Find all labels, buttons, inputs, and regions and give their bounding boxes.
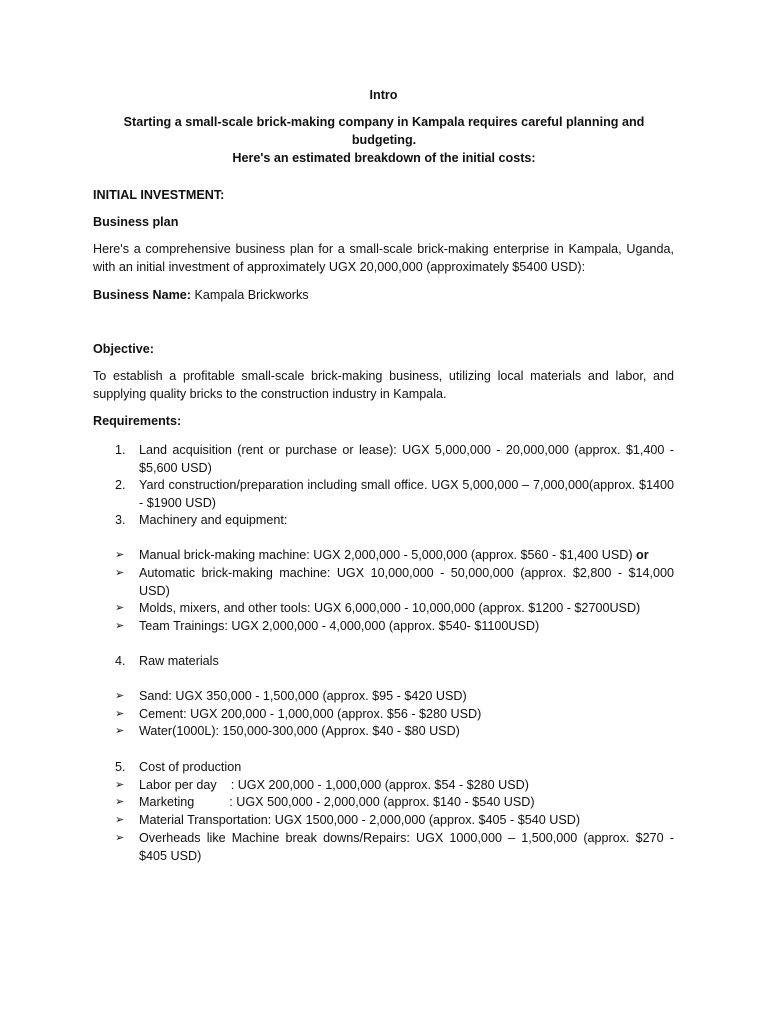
initial-investment-heading: INITIAL INVESTMENT: — [93, 188, 225, 202]
arrow-bullet-icon: ➢ — [115, 567, 125, 579]
arrow-bullet-icon: ➢ — [115, 549, 125, 561]
bullet-text: Molds, mixers, and other tools: UGX 6,000,000 - 10,000,000 (approx. $1200 - $2700USD) — [139, 601, 641, 615]
objective-heading: Objective: — [93, 342, 154, 356]
arrow-bullet-icon: ➢ — [115, 832, 125, 844]
business-name-label: Business Name: — [93, 288, 191, 302]
requirement-text: Yard construction/preparation including small office. UGX 5,000,000 – 7,000,000(approx. $1400 - $1900 USD) — [139, 478, 674, 510]
bullet-text: Overheads like Machine break downs/Repairs: UGX 1000,000 – 1,500,000 (approx. $270 - $405 USD) — [139, 831, 674, 863]
arrow-bullet-icon: ➢ — [115, 779, 125, 791]
objective-text: To establish a profitable small-scale brick-making business, utilizing local materials and labor, and supplying quality bricks to the construction industry in Kampala. — [93, 369, 674, 401]
requirement-text: Machinery and equipment: — [139, 513, 288, 527]
bullet-text: Labor per day : UGX 200,000 - 1,000,000 (approx. $54 - $280 USD) — [139, 778, 529, 792]
arrow-bullet-icon: ➢ — [115, 602, 125, 614]
bullet-text: Team Trainings: UGX 2,000,000 - 4,000,000 (approx. $540- $1100USD) — [139, 619, 540, 633]
business-plan-text: Here's a comprehensive business plan for a small-scale brick-making enterprise in Kampala, Uganda, with an initial investment of approximately UGX 20,000,000 (approximately $5400 USD): — [93, 242, 674, 274]
list-number: 4. — [115, 654, 126, 668]
list-number: 3. — [115, 513, 126, 527]
arrow-bullet-icon: ➢ — [115, 796, 125, 808]
intro-title: Intro — [369, 88, 398, 102]
business-name-line — [93, 286, 674, 304]
bullet-text — [139, 546, 674, 564]
bullet-text: Material Transportation: UGX 1500,000 - 2,000,000 (approx. $405 - $540 USD) — [139, 813, 581, 827]
arrow-bullet-icon: ➢ — [115, 620, 125, 632]
bullet-text: Automatic brick-making machine: UGX 10,000,000 - 50,000,000 (approx. $2,800 - $14,000 USD) — [139, 566, 674, 598]
manual-machine-text: Manual brick-making machine: UGX 2,000,000 - 5,000,000 (approx. $560 - $1,400 USD) — [139, 548, 637, 562]
bullet-text: Cement: UGX 200,000 - 1,000,000 (approx. $56 - $280 USD) — [139, 707, 482, 721]
requirement-text: Cost of production — [139, 760, 242, 774]
intro-subtitle-line-2: Here's an estimated breakdown of the initial costs: — [232, 151, 536, 165]
or-text: or — [636, 548, 649, 562]
list-number: 2. — [115, 478, 126, 492]
list-number: 1. — [115, 443, 126, 457]
intro-subtitle — [90, 113, 678, 167]
arrow-bullet-icon: ➢ — [115, 708, 125, 720]
bullet-text: Water(1000L): 150,000-300,000 (Approx. $40 - $80 USD) — [139, 724, 460, 738]
arrow-bullet-icon: ➢ — [115, 725, 125, 737]
requirement-text: Land acquisition (rent or purchase or lease): UGX 5,000,000 - 20,000,000 (approx. $1,400 - $5,600 USD) — [139, 443, 674, 475]
requirement-text: Raw materials — [139, 654, 219, 668]
arrow-bullet-icon: ➢ — [115, 814, 125, 826]
bullet-text: Marketing : UGX 500,000 - 2,000,000 (approx. $140 - $540 USD) — [139, 795, 535, 809]
list-number: 5. — [115, 760, 126, 774]
arrow-bullet-icon: ➢ — [115, 690, 125, 702]
bullet-text: Sand: UGX 350,000 - 1,500,000 (approx. $95 - $420 USD) — [139, 689, 467, 703]
business-plan-heading: Business plan — [93, 215, 179, 229]
requirements-heading: Requirements: — [93, 414, 182, 428]
business-name-value: Kampala Brickworks — [191, 288, 309, 302]
intro-subtitle-line-1: Starting a small-scale brick-making company in Kampala requires careful planning and budgeting. — [123, 115, 645, 147]
